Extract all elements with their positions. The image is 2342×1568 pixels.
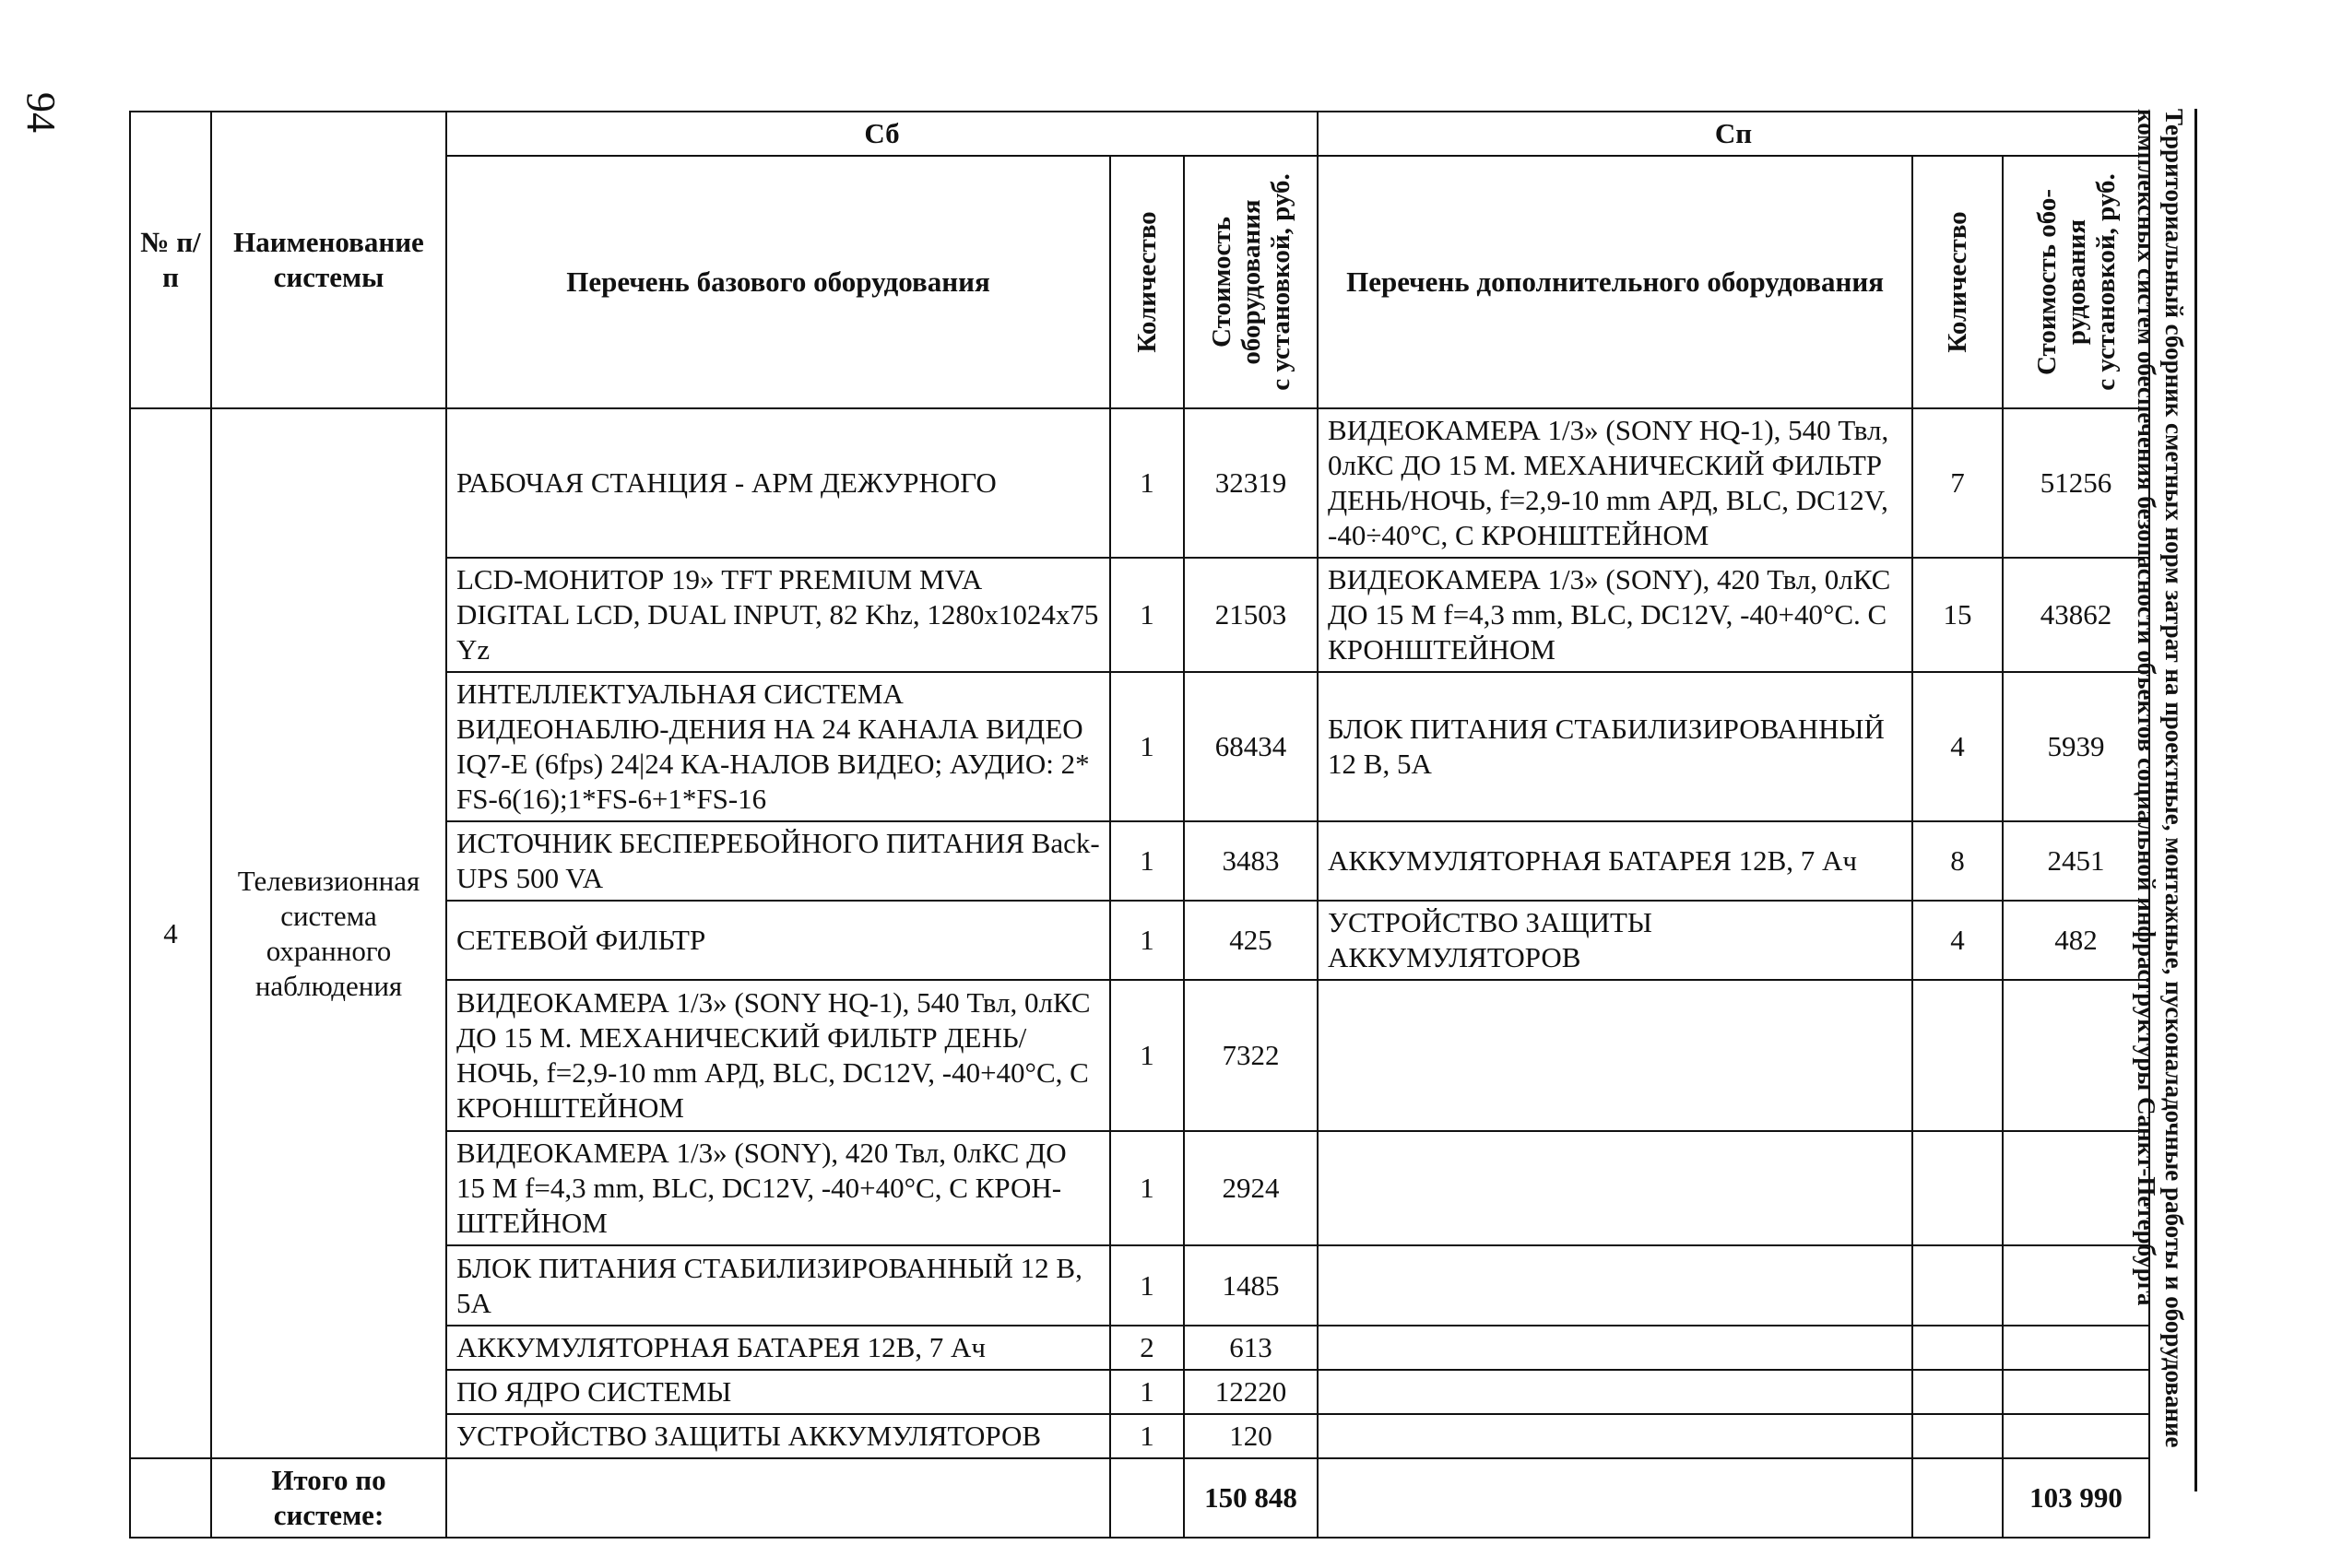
total-base-cost: 150 848 (1184, 1458, 1318, 1538)
base-qty: 1 (1110, 672, 1184, 821)
base-item: ИНТЕЛЛЕКТУАЛЬНАЯ СИСТЕМА ВИДЕОНАБЛЮ-ДЕНИЯ НА 24 КАНАЛА ВИДЕО IQ7-E (6fps) 24|24 КА-НАЛОВ ВИДЕО; АУДИО: 2* FS-6(16);1*FS-6+1*FS-16 (446, 672, 1110, 821)
base-item: СЕТЕВОЙ ФИЛЬТР (446, 901, 1110, 980)
base-item: БЛОК ПИТАНИЯ СТАБИЛИЗИРОВАННЫЙ 12 В, 5А (446, 1245, 1110, 1326)
total-label: Итого по системе: (211, 1458, 446, 1538)
base-qty: 1 (1110, 1414, 1184, 1458)
add-cost: 43862 (2003, 558, 2149, 672)
add-cost (2003, 1326, 2149, 1370)
total-row (130, 1458, 2149, 1538)
header-group-sp: Сп (1318, 112, 2149, 156)
base-cost: 3483 (1184, 821, 1318, 901)
add-cost: 482 (2003, 901, 2149, 980)
base-item: ПО ЯДРО СИСТЕМЫ (446, 1370, 1110, 1414)
add-qty (1912, 1245, 2003, 1326)
equipment-table (129, 111, 2150, 1539)
add-qty: 8 (1912, 821, 2003, 901)
base-item: ВИДЕОКАМЕРА 1/3» (SONY HQ-1), 540 Твл, 0лКС ДО 15 М. МЕХАНИЧЕСКИЙ ФИЛЬТР ДЕНЬ/НОЧЬ, f=2,9-10 mm АРД, BLC, DC12V, -40+40°С, С КРОНШТЕЙНОМ (446, 980, 1110, 1131)
base-cost: 68434 (1184, 672, 1318, 821)
base-item: ИСТОЧНИК БЕСПЕРЕБОЙНОГО ПИТАНИЯ Back-UPS 500 VA (446, 821, 1110, 901)
total-empty-num (130, 1458, 211, 1538)
add-item: ВИДЕОКАМЕРА 1/3» (SONY HQ-1), 540 Твл, 0лКС ДО 15 М. МЕХАНИЧЕСКИЙ ФИЛЬТР ДЕНЬ/НОЧЬ, f=2,9-10 mm АРД, BLC, DC12V, -40÷40°С, С КРОНШТЕЙНОМ (1318, 408, 1912, 558)
base-qty: 1 (1110, 1131, 1184, 1245)
total-add-cost: 103 990 (2003, 1458, 2149, 1538)
base-qty: 1 (1110, 901, 1184, 980)
base-qty: 1 (1110, 1370, 1184, 1414)
add-qty: 15 (1912, 558, 2003, 672)
header-num: № п/п (130, 112, 211, 408)
header-add-list: Перечень дополнительного оборудования (1318, 156, 1912, 408)
base-cost: 21503 (1184, 558, 1318, 672)
base-qty: 1 (1110, 821, 1184, 901)
system-name: Телевизионная система охранного наблюдения (211, 408, 446, 1458)
add-qty: 7 (1912, 408, 2003, 558)
add-qty (1912, 1370, 2003, 1414)
header-rule (2194, 109, 2197, 1491)
base-cost: 12220 (1184, 1370, 1318, 1414)
header-line-2: комплексных систем обеспечения безопасности объектов социальной инфраструктуры Санкт-Петербурга (2133, 109, 2160, 1306)
header-system-name: Наименование системы (211, 112, 446, 408)
header-base-cost: Стоимость оборудования с установкой, руб. (1184, 156, 1318, 408)
add-item (1318, 1414, 1912, 1458)
base-cost: 120 (1184, 1414, 1318, 1458)
header-line-1: Территориальный сборник сметных норм затрат на проектные, монтажные, пусконаладочные работы и оборудование (2160, 109, 2188, 1448)
add-item: ВИДЕОКАМЕРА 1/3» (SONY), 420 Твл, 0лКС ДО 15 М f=4,3 mm, BLC, DC12V, -40+40°С. С КРОНШТЕЙНОМ (1318, 558, 1912, 672)
base-item: УСТРОЙСТВО ЗАЩИТЫ АККУМУЛЯТОРОВ (446, 1414, 1110, 1458)
add-cost (2003, 1370, 2149, 1414)
base-cost: 7322 (1184, 980, 1318, 1131)
add-cost (2003, 980, 2149, 1131)
system-number: 4 (130, 408, 211, 1458)
base-cost: 1485 (1184, 1245, 1318, 1326)
page-number: 94 (18, 92, 64, 133)
base-qty: 1 (1110, 1245, 1184, 1326)
add-item (1318, 1131, 1912, 1245)
base-cost: 2924 (1184, 1131, 1318, 1245)
add-qty (1912, 1414, 2003, 1458)
total-empty (1318, 1458, 1912, 1538)
header-base-list: Перечень базового оборудования (446, 156, 1110, 408)
base-qty: 2 (1110, 1326, 1184, 1370)
add-item: АККУМУЛЯТОРНАЯ БАТАРЕЯ 12В, 7 Ач (1318, 821, 1912, 901)
total-empty (1110, 1458, 1184, 1538)
base-cost: 613 (1184, 1326, 1318, 1370)
table-row (130, 408, 2149, 558)
total-empty (1912, 1458, 2003, 1538)
add-cost: 51256 (2003, 408, 2149, 558)
add-item (1318, 1370, 1912, 1414)
add-qty: 4 (1912, 901, 2003, 980)
total-empty (446, 1458, 1110, 1538)
add-qty (1912, 980, 2003, 1131)
base-item: LCD-МОНИТОР 19» TFT PREMIUM MVA DIGITAL LCD, DUAL INPUT, 82 Khz, 1280x1024x75 Yz (446, 558, 1110, 672)
add-item: БЛОК ПИТАНИЯ СТАБИЛИЗИРОВАННЫЙ 12 В, 5А (1318, 672, 1912, 821)
base-item: РАБОЧАЯ СТАНЦИЯ - АРМ ДЕЖУРНОГО (446, 408, 1110, 558)
add-cost: 2451 (2003, 821, 2149, 901)
add-cost (2003, 1131, 2149, 1245)
add-cost (2003, 1414, 2149, 1458)
add-cost: 5939 (2003, 672, 2149, 821)
add-item (1318, 1245, 1912, 1326)
add-item (1318, 980, 1912, 1131)
add-item: УСТРОЙСТВО ЗАЩИТЫ АККУМУЛЯТОРОВ (1318, 901, 1912, 980)
add-qty (1912, 1131, 2003, 1245)
header-base-qty: Количество (1110, 156, 1184, 408)
base-qty: 1 (1110, 980, 1184, 1131)
base-cost: 32319 (1184, 408, 1318, 558)
header-add-qty: Количество (1912, 156, 2003, 408)
header-add-cost: Стоимость обо- рудования с установкой, руб. (2003, 156, 2149, 408)
base-item: ВИДЕОКАМЕРА 1/3» (SONY), 420 Твл, 0лКС ДО 15 М f=4,3 mm, BLC, DC12V, -40+40°С, С КРОН-ШТЕЙНОМ (446, 1131, 1110, 1245)
add-item (1318, 1326, 1912, 1370)
add-cost (2003, 1245, 2149, 1326)
base-cost: 425 (1184, 901, 1318, 980)
add-qty (1912, 1326, 2003, 1370)
add-qty: 4 (1912, 672, 2003, 821)
base-qty: 1 (1110, 558, 1184, 672)
header-group-sb: Сб (446, 112, 1318, 156)
base-item: АККУМУЛЯТОРНАЯ БАТАРЕЯ 12В, 7 Ач (446, 1326, 1110, 1370)
base-qty: 1 (1110, 408, 1184, 558)
